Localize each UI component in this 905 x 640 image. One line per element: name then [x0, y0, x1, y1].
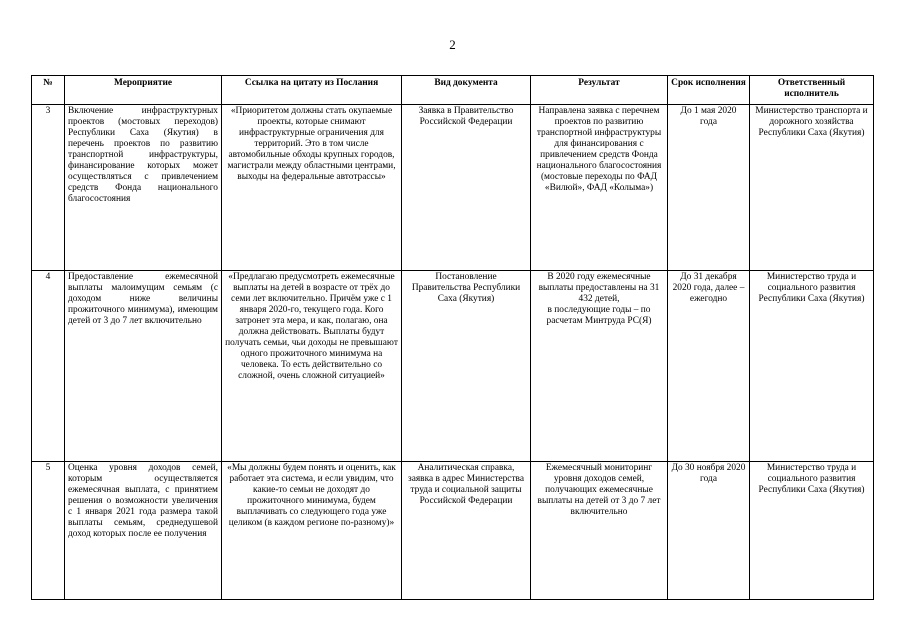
row-3-result: Направлена заявка с перечнем проектов по развитию транспортной инфраструктуры для финансирования с привлечением средств Фонда национального благосостояния (мостовые переходы по ФАД «Вилюй», ФАД «Колыма») [531, 105, 668, 271]
row-3-deadline: До 1 мая 2020 года [668, 105, 750, 271]
row-4-responsible: Министерство труда и социального развития Республики Саха (Якутия) [750, 271, 874, 462]
row-3-num: 3 [32, 105, 65, 271]
header-deadline: Срок исполнения [668, 76, 750, 105]
header-responsible: Ответственный исполнитель [750, 76, 874, 105]
measures-table [31, 75, 874, 600]
row-3-quote: «Приоритетом должны стать окупаемые проекты, которые снимают инфраструктурные ограничения для территорий. Это в том числе автомобильные обходы крупных городов, магистрали между областными центрами, выходы на федеральные автотрассы» [222, 105, 402, 271]
header-doc-type: Вид документа [402, 76, 531, 105]
row-4-num: 4 [32, 271, 65, 462]
row-4-activity: Предоставление ежемесячной выплаты малоимущим семьям (с доходом ниже величины прожиточного минимума), имеющим детей от 3 до 7 лет включительно [65, 271, 222, 462]
table-row [32, 105, 874, 271]
table-row [32, 462, 874, 600]
table-row [32, 271, 874, 462]
row-3-doc-type: Заявка в Правительство Российской Федерации [402, 105, 531, 271]
row-5-deadline: До 30 ноября 2020 года [668, 462, 750, 600]
row-5-num: 5 [32, 462, 65, 600]
row-5-result: Ежемесячный мониторинг уровня доходов семей, получающих ежемесячные выплаты на детей от 3 до 7 лет включительно [531, 462, 668, 600]
row-5-doc-type: Аналитическая справка, заявка в адрес Министерства труда и социальной защиты Российской Федерации [402, 462, 531, 600]
row-5-activity: Оценка уровня доходов семей, которым осуществляется ежемесячная выплата, с принятием решения о возможности увеличения с 1 января 2021 года размера такой выплаты семьям, среднедушевой доход которых после ее получения [65, 462, 222, 600]
header-activity: Мероприятие [65, 76, 222, 105]
row-4-result-line-1: В 2020 году ежемесячные выплаты предоставлены на 31 432 детей, [538, 272, 660, 304]
row-4-result-line-2: в последующие годы – по расчетам Минтруда РС(Я) [546, 305, 652, 326]
row-4-quote: «Предлагаю предусмотреть ежемесячные выплаты на детей в возрасте от трёх до семи лет включительно. Причём уже с 1 января 2020-го, текущего года. Кого затронет эта мера, и как, полагаю, она должна действовать. Выплаты будут получать семьи, чьи доходы не превышают одного прожиточного минимума на человека. То есть действительно со сложной, очень сложной ситуацией» [222, 271, 402, 462]
header-quote: Ссылка на цитату из Послания [222, 76, 402, 105]
table-header-row [32, 76, 874, 105]
header-result: Результат [531, 76, 668, 105]
row-4-doc-type: Постановление Правительства Республики Саха (Якутия) [402, 271, 531, 462]
row-3-responsible: Министерство транспорта и дорожного хозяйства Республики Саха (Якутия) [750, 105, 874, 271]
row-4-result [531, 271, 668, 462]
row-5-responsible: Министерство труда и социального развития Республики Саха (Якутия) [750, 462, 874, 600]
row-4-deadline: До 31 декабря 2020 года, далее – ежегодно [668, 271, 750, 462]
row-3-activity: Включение инфраструктурных проектов (мостовых переходов) Республики Саха (Якутия) в перечень проектов по развитию транспортной инфраструктуры, финансирование которых может осуществляться с привлечением средств Фонда национального благосостояния [65, 105, 222, 271]
row-5-quote: «Мы должны будем понять и оценить, как работает эта система, и если увидим, что какие-то семьи не доходят до прожиточного минимума, будем выплачивать со следующего года уже целиком (в каждом регионе по-разному)» [222, 462, 402, 600]
header-num: № [32, 76, 65, 105]
page-number: 2 [449, 37, 456, 52]
